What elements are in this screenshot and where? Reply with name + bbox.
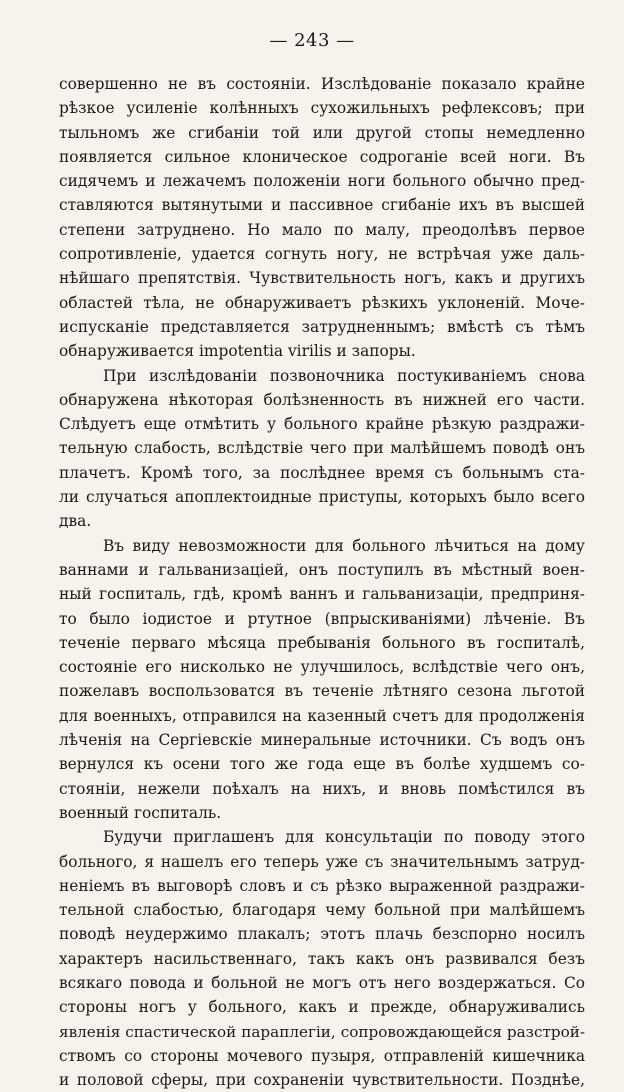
text-line: ли случаться апоплектоидные приступы, которыхъ было всего bbox=[59, 488, 585, 507]
text-line: два. bbox=[59, 512, 92, 531]
body-text bbox=[59, 72, 585, 1092]
text-line: явленія спастической параплегіи, сопровождающейся разстрой- bbox=[59, 1022, 585, 1041]
text-line: стояніи, нежели поѣхалъ на нихъ, и вновь помѣстился въ bbox=[59, 779, 585, 798]
text-line: пожелавъ воспользоватся въ теченіе лѣтняго сезона льготой bbox=[59, 682, 585, 701]
paragraph-4 bbox=[59, 825, 585, 1092]
text-line: вернулся къ осени того же года еще въ болѣе худшемъ со- bbox=[59, 755, 585, 774]
text-line: то было іодистое и ртутное (впрыскиваніями) лѣченіе. Въ bbox=[59, 609, 585, 628]
text-line: стороны ногъ у больного, какъ и прежде, обнаруживались bbox=[59, 998, 585, 1017]
text-line: поводѣ неудержимо плакалъ; этотъ плачь безспорно носилъ bbox=[59, 925, 585, 944]
text-line: больного, я нашелъ его теперь уже съ значительнымъ затруд- bbox=[59, 852, 585, 871]
text-line: плачетъ. Кромѣ того, за послѣднее время съ больнымъ ста- bbox=[59, 463, 585, 482]
text-line: совершенно не въ состояніи. Изслѣдованіе показало крайне bbox=[59, 75, 585, 93]
text-line: При изслѣдованіи позвоночника постукиваніемъ снова bbox=[103, 366, 585, 385]
page-number: — 243 — bbox=[269, 30, 355, 51]
text-line: военный госпиталь. bbox=[59, 803, 222, 822]
text-line: Будучи приглашенъ для консультаціи по поводу этого bbox=[103, 828, 585, 847]
text-line: ставляются вытянутыми и пассивное сгибаніе ихъ въ высшей bbox=[59, 196, 585, 215]
text-line: ствомъ со стороны мочевого пузыря, отправленій кишечника bbox=[59, 1046, 585, 1065]
text-line: сопротивленіе, удается согнуть ногу, не встрѣчая уже даль- bbox=[59, 245, 585, 264]
text-line: появляется сильное клоническое содроганіе всей ноги. Въ bbox=[59, 147, 585, 166]
text-line: и половой сферы, при сохраненіи чувствительности. Позднѣе, bbox=[59, 1071, 585, 1090]
text-line: сидячемъ и лежачемъ положеніи ноги больного обычно пред- bbox=[59, 172, 585, 191]
text-line: тельной слабостью, благодаря чему больной при малѣйшемъ bbox=[59, 901, 585, 920]
text-line: теченіе перваго мѣсяца пребыванія больного въ госпиталѣ, bbox=[59, 633, 585, 652]
text-line: нѣйшаго препятствія. Чувствительность ногъ, какъ и другихъ bbox=[59, 269, 585, 288]
text-line: для военныхъ, отправился на казенный счетъ для продолженія bbox=[59, 706, 585, 725]
text-line: обнаружена нѣкоторая болѣзненность въ нижней его части. bbox=[59, 390, 585, 409]
paragraph-2 bbox=[59, 364, 585, 534]
text-line: обнаруживается impotentia virilis и запоры. bbox=[59, 342, 416, 361]
text-line: ваннами и гальванизаціей, онъ поступилъ въ мѣстный воен- bbox=[59, 560, 585, 579]
text-line: лѣченія на Сергіевскіе минеральные источники. Съ водъ онъ bbox=[59, 731, 585, 750]
text-line: испусканіе представляется затрудненнымъ; вмѣстѣ съ тѣмъ bbox=[59, 317, 585, 336]
paragraph-1 bbox=[59, 72, 585, 364]
text-line: всякаго повода и больной не могъ отъ него воздержаться. Со bbox=[59, 973, 585, 992]
text-line: степени затруднено. Но мало по малу, преодолѣвъ первое bbox=[59, 220, 585, 239]
text-line: рѣзкое усиленіе колѣнныхъ сухожильныхъ рефлексовъ; при bbox=[59, 99, 585, 118]
paragraph-3 bbox=[59, 534, 585, 826]
text-line: неніемъ въ выговорѣ словъ и съ рѣзко выраженной раздражи- bbox=[59, 876, 585, 895]
text-line: состояніе его нисколько не улучшилось, вслѣдствіе чего онъ, bbox=[59, 658, 585, 677]
text-line: характеръ насильственнаго, такъ какъ онъ развивался безъ bbox=[59, 949, 585, 968]
text-line: Слѣдуетъ еще отмѣтить у больного крайне рѣзкую раздражи- bbox=[59, 415, 585, 434]
text-line: тельную слабость, вслѣдствіе чего при малѣйшемъ поводѣ онъ bbox=[59, 439, 585, 458]
text-line: тыльномъ же сгибаніи той или другой стопы немедленно bbox=[59, 123, 585, 142]
text-line: областей тѣла, не обнаруживаетъ рѣзкихъ уклоненій. Моче- bbox=[59, 293, 585, 312]
text-line: ный госпиталь, гдѣ, кромѣ ваннъ и гальванизаціи, предприня- bbox=[59, 585, 585, 604]
text-line: Въ виду невозможности для больного лѣчиться на дому bbox=[103, 536, 585, 555]
